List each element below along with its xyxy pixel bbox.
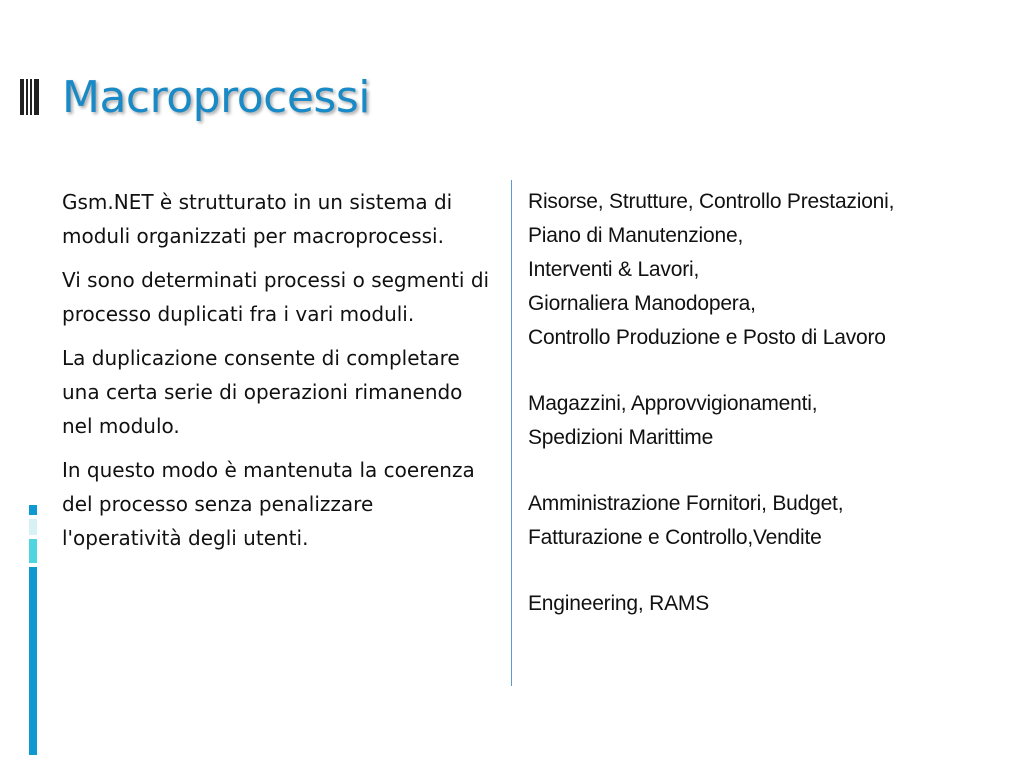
module-line: Piano di Manutenzione, (528, 224, 744, 247)
module-line: Fatturazione e Controllo,Vendite (528, 526, 822, 549)
module-group (528, 185, 1018, 355)
side-bar-segment (29, 519, 37, 535)
side-bar-segment (29, 539, 37, 563)
slide-title: Macroprocessi (62, 72, 370, 123)
module-line: Engineering, RAMS (528, 592, 710, 615)
module-group (528, 587, 1018, 621)
paragraph: Gsm.NET è strutturato in un sistema di moduli organizzati per macroprocessi. (62, 190, 453, 248)
module-group (528, 487, 1018, 555)
module-line: Giornaliera Manodopera, (528, 292, 756, 315)
decorative-bars-icon (20, 79, 40, 115)
paragraph: La duplicazione consente di completare una certa serie di operazioni rimanendo nel modulo. (62, 346, 463, 438)
decorative-side-bar-icon (27, 505, 39, 755)
column-divider (511, 180, 512, 686)
paragraph: In questo modo è mantenuta la coerenza del processo senza penalizzare l'operatività degli utenti. (62, 458, 475, 550)
module-line: Interventi & Lavori, (528, 258, 700, 281)
side-bar-segment (29, 567, 37, 755)
module-group (528, 387, 1018, 455)
left-text-column (62, 185, 498, 565)
module-line: Spedizioni Marittime (528, 426, 714, 449)
module-line: Risorse, Strutture, Controllo Prestazioni, (528, 190, 895, 213)
right-text-column (528, 185, 1018, 653)
module-line: Amministrazione Fornitori, Budget, (528, 492, 844, 515)
side-bar-segment (29, 505, 37, 515)
module-line: Controllo Produzione e Posto di Lavoro (528, 326, 886, 349)
paragraph: Vi sono determinati processi o segmenti di processo duplicati fra i vari moduli. (62, 268, 490, 326)
module-line: Magazzini, Approvvigionamenti, (528, 392, 818, 415)
